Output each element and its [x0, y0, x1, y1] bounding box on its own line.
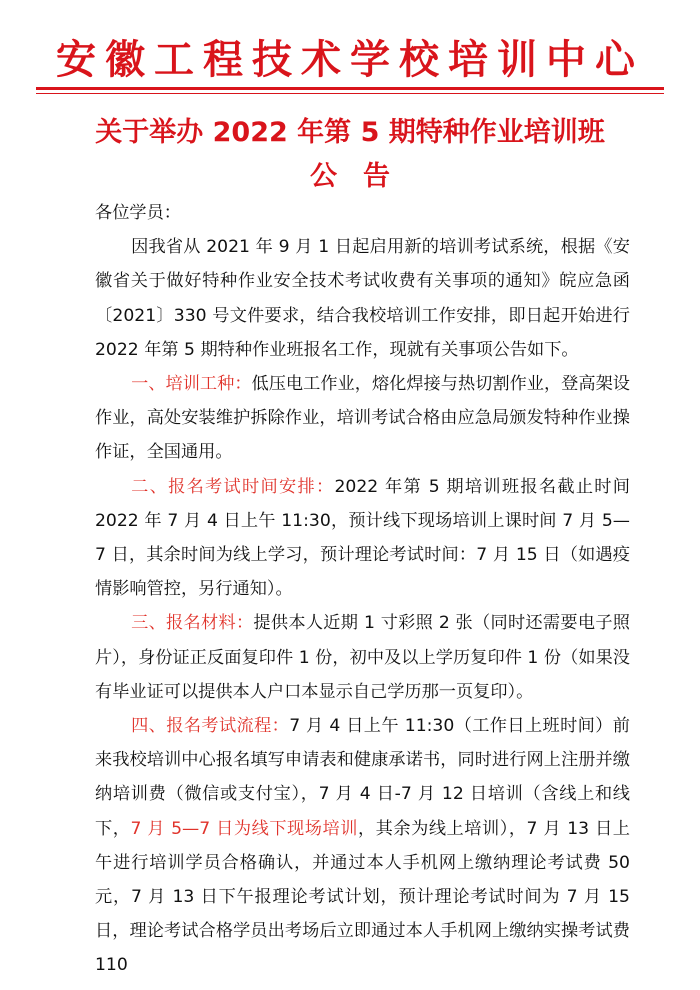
header-rule-thin: [36, 93, 664, 94]
notice-body: [95, 196, 630, 983]
section-text-continued: ，其余为线上培训），7 月 13 日上午进行培训学员合格确认，并通过本人手机网上缴纳理论考试费 50 元，7 月 13 日下午报理论考试计划，预计理论考试时间为 7 月 15 日，理论考试合格学员出考场后立即通过本人手机网上缴纳实操考试费 110: [95, 818, 630, 976]
section-heading: 二、报名考试时间安排：: [131, 476, 335, 497]
section-heading: 一、培训工种：: [131, 374, 252, 395]
section-text: 提供本人近期 1 寸彩照 2 张（同时还需要电子照片），身份证正反面复印件 1 份，初中及以上学历复印件 1 份（如果没有毕业证可以提供本人户口本显示自己学历那一页复印）。: [95, 613, 630, 702]
header-rule-thick: [36, 87, 664, 90]
section-materials: [95, 606, 630, 709]
notice-subtitle: 公告: [310, 161, 416, 192]
section-text: 7 月 4 日上午 11:30（工作日上班时间）前来我校培训中心报名填写申请表和健康承诺书，同时进行网上注册并缴纳培训费（微信或支付宝），7 月 4 日-7 月 12 日培训（含线上和线下，: [95, 716, 630, 839]
section-heading: 四、报名考试流程：: [131, 716, 290, 737]
salutation: 各位学员：: [95, 203, 181, 223]
section-schedule: [95, 470, 630, 607]
section-heading: 三、报名材料：: [131, 613, 254, 634]
section-training-types: [95, 367, 630, 470]
organization-name: 安徽工程技术学校培训中心: [56, 36, 644, 83]
highlighted-text: 7 月 5—7 日为线下现场培训: [130, 818, 358, 839]
section-text: 2022 年第 5 期培训班报名截止时间 2022 年 7 月 4 日上午 11:30，预计线下现场培训上课时间 7 月 5—7 日，其余时间为线上学习，预计理论考试时间：7 月 15 日（如遇疫情影响管控，另行通知）。: [95, 476, 630, 600]
section-text: 低压电工作业，熔化焊接与热切割作业，登高架设作业，高处安装维护拆除作业，培训考试合格由应急局颁发特种作业操作证，全国通用。: [95, 374, 630, 463]
notice-title: 关于举办 2022 年第 5 期特种作业培训班: [95, 117, 605, 148]
section-process: [95, 709, 630, 983]
intro-paragraph: 因我省从 2021 年 9 月 1 日起启用新的培训考试系统，根据《安徽省关于做好特种作业安全技术考试收费有关事项的通知》皖应急函〔2021〕330 号文件要求，结合我校培训工作安排，即日起开始进行 2022 年第 5 期特种作业班报名工作，现就有关事项公告如下。: [95, 237, 630, 360]
